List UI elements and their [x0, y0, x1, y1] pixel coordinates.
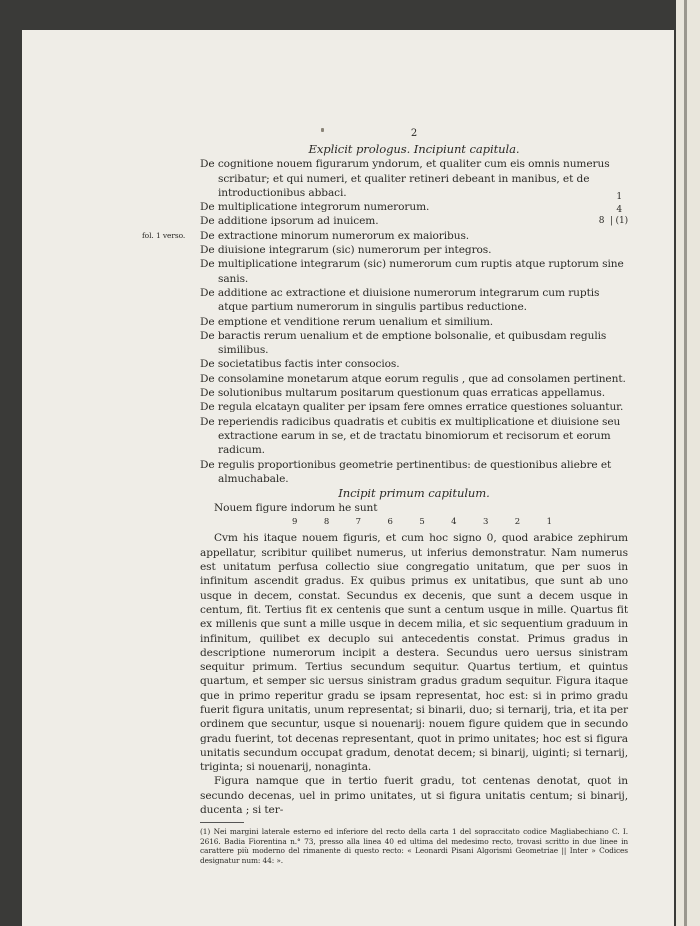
table-of-contents [142, 157, 628, 486]
toc-item-8: De emptione et venditione rerum uenalium et similium. [200, 315, 494, 328]
toc-item-15: De regulis proportionibus geometrie pertinentibus: de questionibus aliebre et almuchabale. [200, 458, 612, 485]
figure-intro: Nouem figure indorum he sunt [214, 502, 378, 515]
footnote: (1) Nei margini laterale esterno ed inferiore del recto della carta 1 del sopraccitato codice Magliabechiano C. I. 2616. Badia Fiorentina n.° 73, presso alla linea 40 ed ultima del medesimo recto, trovasi scritto in due linee in carattere più moderno del rimanente di questo recto: « Leonardi Pisani Algorismi Geometriae || Inter » Codices designatur num: 44: ». [200, 827, 628, 865]
toc-margin-8: 8 [598, 216, 605, 227]
toc-item-9: De baractis rerum uenalium et de emptione bolsonalie, et quibusdam regulis similibus. [200, 329, 607, 357]
toc-item-11: De consolamine monetarum atque eorum regulis , que ad consolamen pertinent. [200, 372, 626, 385]
footnote-ref: (1) [615, 216, 628, 227]
toc-item-3-text: De additione ipsorum ad inuicem. [200, 215, 379, 228]
digit: 7 [355, 517, 361, 528]
digit: 5 [419, 517, 425, 528]
margin-note: fol. 1 verso. [142, 230, 186, 240]
toc-item-14: De reperiendis radicibus quadratis et cubitis ex multiplicatione et diuisione seu extractione earum in se, et de tractatu binomiorum et recisorum et eorum radicum. [200, 415, 621, 457]
digit: 6 [387, 517, 393, 528]
page-content [142, 127, 628, 865]
toc-item-6: De multiplicatione integrarum (sic) numerorum cum ruptis atque ruptorum sine sanis. [200, 258, 624, 285]
explicit-heading: Explicit prologus. Incipiunt capitula. [308, 142, 520, 157]
body-paragraph-2: Figura namque que in tertio fuerit gradu, tot centenas denotat, quot in secundo decenas, uel in primo unitates, ut si figura unitatis centum; si binarij, ducenta ; si ter- [200, 775, 628, 817]
toc-item-2-text: De multiplicatione integrorum numerorum. [200, 201, 430, 214]
body-paragraph-1: Cvm his itaque nouem figuris, et cum hoc signo 0, quod arabice zephirum appellatur, scribitur quilibet numerus, ut inferius demonstratur. Nam numerus est unitatum perfusa collectio siue congregatio unitatum, que per suos in infinitum ascendit gradus. Ex quibus primus ex unitatibus, que sunt ab uno usque in decem, constat. Secundus ex decenis, que sunt a decem usque in centum, fit. Tertius fit ex centenis que sunt a centum usque in mille. Quartus fit ex millenis que sunt a mille usque in decem milia, et sic sequentium graduum in infinitum, quilibet ex decuplo sui antecedentis constat. Primus gradus in descriptione numerorum incipit a destera. Secundus uero uersus sinistram sequitur primum. Tertius secundum sequitur. Quartus tertium, et quintus quartum, et semper sic uersus sinistram gradus gradum sequitur. Figura itaque que in primo reperitur gradu se ipsam representat, hoc est: si in primo gradu fuerit figura unitatis, unum representat; si binarii, duo; si ternarij, tria, et ita per ordinem que secuntur, usque si nouenarij: nouem figure quidem que in secundo gradu fuerint, tot decenas representant, quot in primo unitates; hoc est si figura unitatis secundum occupat gradum, denotat decem; si binarij, uiginti; si ternarij, triginta; si nouenarij, nonaginta. [200, 532, 628, 774]
toc-item-1: De cognitione nouem figurarum yndorum, et qualiter cum eis omnis numerus scribatur; et qui numeri, et qualiter retineri debeant in manibus, et de introductionibus abbaci. [200, 158, 610, 199]
toc-margin-8-group: 8 | (1) [598, 216, 628, 227]
digit: 2 [514, 517, 521, 528]
toc-item-4 [142, 229, 628, 243]
digit: 3 [482, 517, 489, 528]
toc-item-12: De solutionibus multarum positarum questionum quas erraticas appellamus. [200, 387, 606, 400]
digit: 1 [546, 517, 552, 528]
footnote-rule [200, 822, 244, 823]
toc-item-7: De additione ac extractione et diuisione numerorum integrarum cum ruptis atque partium numerorum in singulis partibus reductione. [200, 286, 600, 314]
toc-item-10: De societatibus factis inter consocios. [200, 358, 400, 371]
chapter-heading: Incipit primum capitulum. [338, 486, 490, 501]
toc-item-3 [200, 214, 628, 228]
digit: 4 [451, 517, 457, 528]
digit-row [292, 515, 552, 529]
page-number: 2 [410, 128, 418, 139]
page-edge-strip [676, 0, 700, 926]
toc-margin-1: 1 [616, 192, 622, 203]
toc-item-13: De regula elcatayn qualiter per ipsam fere omnes erratice questiones soluantur. [200, 401, 624, 414]
toc-item-5: De diuisione integrarum (sic) numerorum per integros. [200, 244, 492, 257]
toc-margin-4: 4 [616, 205, 622, 216]
digit: 9 [292, 517, 298, 528]
toc-item-4-text: De extractione minorum numerorum ex maioribus. [200, 229, 470, 242]
digit: 8 [323, 517, 330, 528]
toc-item-2 [200, 192, 628, 216]
page-edge-line [684, 0, 687, 926]
